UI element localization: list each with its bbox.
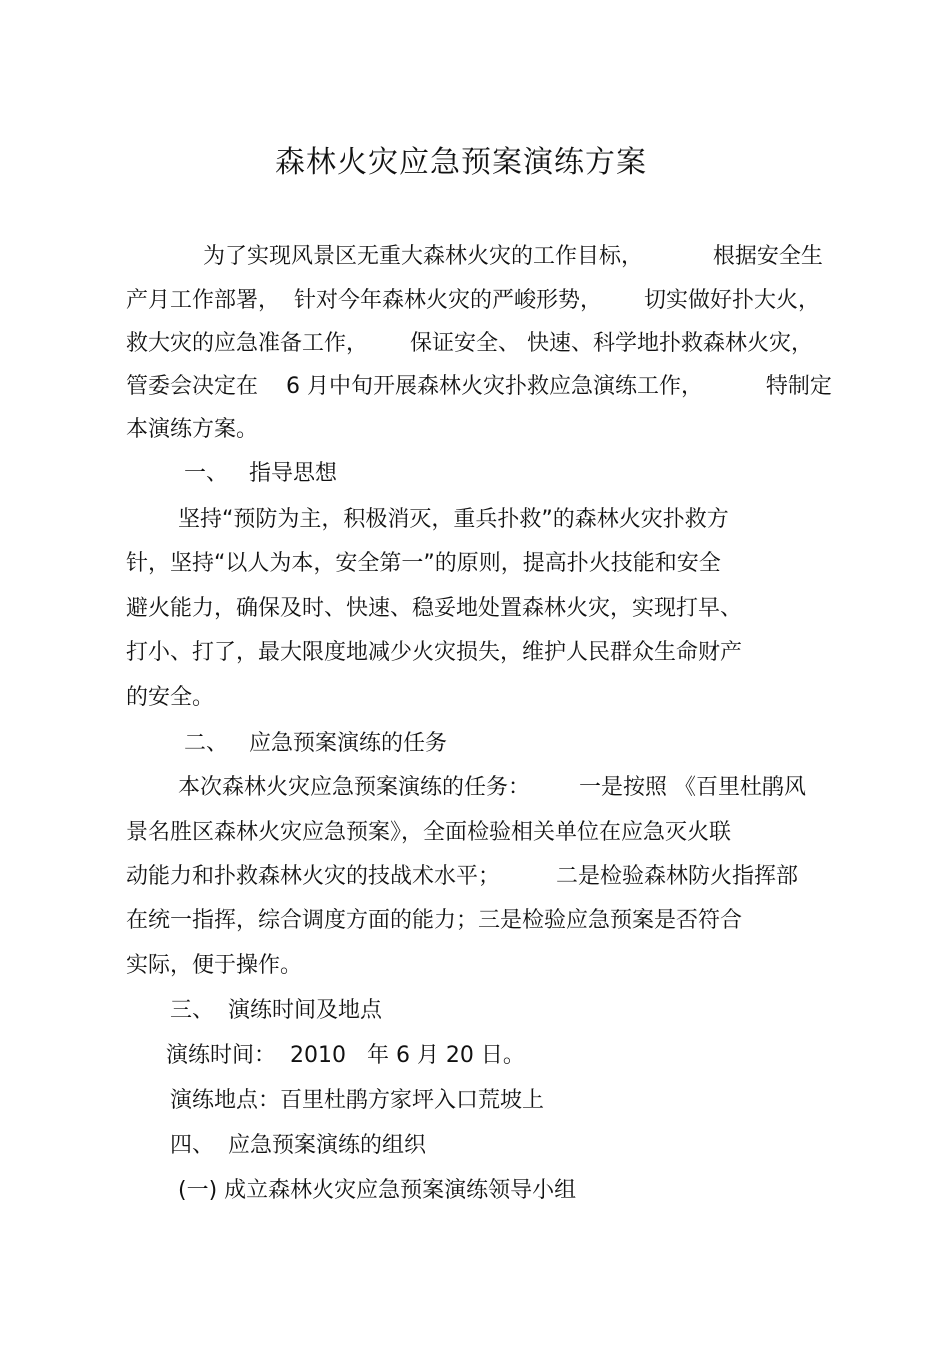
section-heading-1: 一、 指导思想 [184, 461, 337, 486]
subsection-heading: (一) 成立森林火灾应急预案演练领导小组 [178, 1178, 577, 1203]
intro-line: 救大灾的应急准备工作， 保证安全、 快速、科学地扑救森林火灾， [126, 331, 813, 356]
drill-place: 演练地点：百里杜鹃方家坪入口荒坡上 [170, 1088, 545, 1113]
paragraph-line: 实际，便于操作。 [126, 953, 303, 978]
paragraph-line: 本次森林火灾应急预案演练的任务： 一是按照 《百里杜鹃风 [178, 775, 806, 800]
paragraph-line: 景名胜区森林火灾应急预案》，全面检验相关单位在应急灭火联 [126, 820, 732, 845]
paragraph-line: 避火能力，确保及时、快速、稳妥地处置森林火灾，实现打早、 [126, 596, 743, 621]
intro-line: 产月工作部署， 针对今年森林火灾的严峻形势， 切实做好扑大火， [126, 288, 820, 313]
paragraph-line: 坚持“预防为主，积极消灭，重兵扑救”的森林火灾扑救方 [178, 507, 729, 532]
section-heading-3: 三、 演练时间及地点 [170, 998, 382, 1023]
intro-line: 为了实现风景区无重大森林火灾的工作目标， 根据安全生 [203, 244, 823, 269]
section-heading-2: 二、 应急预案演练的任务 [184, 731, 447, 756]
document-title: 森林火灾应急预案演练方案 [275, 145, 647, 180]
paragraph-line: 动能力和扑救森林火灾的技战术水平； 二是检验森林防火指挥部 [126, 864, 798, 889]
drill-time: 演练时间： 2010 年 6 月 20 日。 [166, 1043, 525, 1068]
intro-line: 管委会决定在 6 月中旬开展森林火灾扑救应急演练工作， 特制定 [126, 374, 832, 399]
paragraph-line: 针，坚持“以人为本，安全第一”的原则，提高扑火技能和安全 [126, 551, 721, 576]
paragraph-line: 打小、打了，最大限度地减少火灾损失，维护人民群众生命财产 [126, 640, 743, 665]
section-heading-4: 四、 应急预案演练的组织 [170, 1133, 426, 1158]
intro-line: 本演练方案。 [126, 417, 259, 442]
paragraph-line: 的安全。 [126, 685, 215, 710]
paragraph-line: 在统一指挥，综合调度方面的能力；三是检验应急预案是否符合 [126, 908, 743, 933]
